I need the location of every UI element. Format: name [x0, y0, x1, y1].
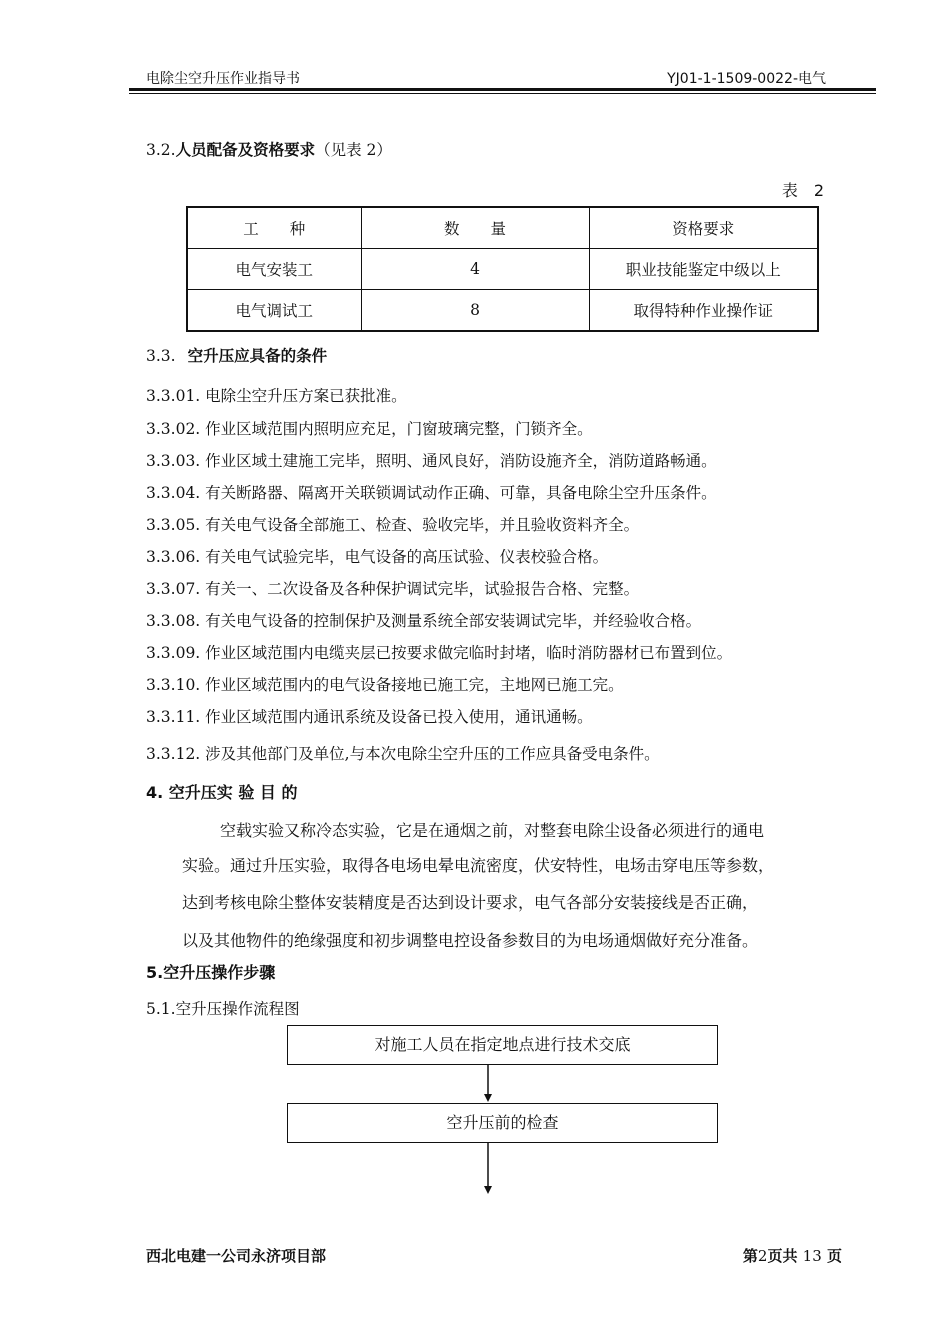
table-cell: 4 — [361, 249, 589, 290]
header-title: 电除尘空升压作业指导书 — [146, 71, 300, 87]
flow-arrow — [480, 1065, 496, 1103]
section-4-heading: 4. 空升压实 验 目 的 — [146, 783, 298, 802]
list-item — [146, 673, 624, 695]
item-text: 有关断路器、隔离开关联锁调试动作正确、可靠，具备电除尘空升压条件。 — [205, 484, 717, 502]
item-text: 作业区域范围内通讯系统及设备已投入使用，通讯通畅。 — [205, 708, 593, 726]
section-5-heading: 5.空升压操作步骤 — [146, 963, 276, 982]
table-row — [187, 290, 818, 332]
item-text: 有关电气试验完毕，电气设备的高压试验、仪表校验合格。 — [205, 548, 609, 566]
header-rule-thick — [129, 88, 876, 91]
section-3-2-heading — [146, 138, 392, 160]
item-text: 作业区域土建施工完毕，照明、通风良好，消防设施齐全，消防道路畅通。 — [205, 452, 717, 470]
section-5-1-title: 空升压操作流程图 — [175, 1000, 300, 1018]
section-3-2-title: 人员配备及资格要求 — [175, 141, 316, 159]
list-item — [146, 417, 593, 439]
page-mid: 页共 — [767, 1247, 803, 1265]
item-num: 3.3.03. — [146, 452, 201, 470]
item-num: 3.3.08. — [146, 612, 201, 630]
section-3-2-num: 3.2. — [146, 141, 176, 159]
table-header-cell: 数 量 — [361, 207, 589, 249]
list-item — [146, 545, 608, 567]
list-item — [146, 742, 660, 764]
list-item — [146, 577, 639, 599]
table-cell: 8 — [361, 290, 589, 332]
list-item — [146, 481, 717, 503]
flow-step-box: 空升压前的检查 — [287, 1103, 718, 1143]
personnel-table — [186, 206, 819, 332]
list-item — [146, 384, 407, 406]
section-3-3-num: 3.3. — [146, 347, 176, 365]
list-item — [146, 609, 701, 631]
section-5-1-num: 5.1. — [146, 1000, 176, 1018]
item-num: 3.3.02. — [146, 420, 201, 438]
section-3-3-title: 空升压应具备的条件 — [187, 347, 328, 365]
footer-org: 西北电建一公司永济项目部 — [146, 1247, 327, 1265]
paragraph-line: 实验。通过升压实验，取得各电场电晕电流密度，伏安特性，电场击穿电压等参数， — [182, 856, 775, 875]
header-doc-code: YJ01-1-1509-0022-电气 — [667, 71, 826, 87]
table-cell: 电气安装工 — [187, 249, 361, 290]
list-item — [146, 449, 717, 471]
item-text: 涉及其他部门及单位,与本次电除尘空升压的工作应具备受电条件。 — [205, 745, 660, 763]
section-5-1-heading — [146, 997, 300, 1019]
flow-arrow — [480, 1143, 496, 1195]
table-header-row — [187, 207, 818, 249]
item-num: 3.3.01. — [146, 387, 201, 405]
page-suffix: 页 — [821, 1247, 842, 1265]
item-text: 作业区域范围内的电气设备接地已施工完，主地网已施工完。 — [205, 676, 624, 694]
item-text: 电除尘空升压方案已获批准。 — [205, 387, 407, 405]
section-3-3-heading — [146, 344, 327, 366]
item-num: 3.3.12. — [146, 745, 201, 763]
item-text: 作业区域范围内电缆夹层已按要求做完临时封堵，临时消防器材已布置到位。 — [205, 644, 733, 662]
table-header-cell: 工 种 — [187, 207, 361, 249]
section-3-2-note: （见表 2） — [315, 141, 392, 159]
list-item — [146, 705, 593, 727]
paragraph-line: 空载实验又称冷态实验，它是在通烟之前，对整套电除尘设备必须进行的通电 — [220, 821, 765, 840]
item-num: 3.3.06. — [146, 548, 201, 566]
flow-step-box: 对施工人员在指定地点进行技术交底 — [287, 1025, 718, 1065]
item-text: 作业区域范围内照明应充足，门窗玻璃完整，门锁齐全。 — [205, 420, 593, 438]
table-header-cell: 资格要求 — [589, 207, 818, 249]
list-item — [146, 513, 639, 535]
item-text: 有关一、二次设备及各种保护调试完毕，试验报告合格、完整。 — [205, 580, 640, 598]
table-caption: 表 2 — [781, 181, 824, 200]
paragraph-line: 以及其他物件的绝缘强度和初步调整电控设备参数目的为电场通烟做好充分准备。 — [182, 931, 759, 950]
item-num: 3.3.11. — [146, 708, 201, 726]
list-item — [146, 641, 732, 663]
paragraph-line: 达到考核电除尘整体安装精度是否达到设计要求，电气各部分安装接线是否正确， — [182, 893, 759, 912]
header-rule-thin — [129, 93, 876, 94]
page-current: 2 — [757, 1247, 768, 1265]
item-text: 有关电气设备的控制保护及测量系统全部安装调试完毕，并经验收合格。 — [205, 612, 702, 630]
table-cell: 职业技能鉴定中级以上 — [589, 249, 818, 290]
item-num: 3.3.07. — [146, 580, 201, 598]
item-num: 3.3.05. — [146, 516, 201, 534]
table-cell: 电气调试工 — [187, 290, 361, 332]
table-cell: 取得特种作业操作证 — [589, 290, 818, 332]
item-num: 3.3.10. — [146, 676, 201, 694]
page-prefix: 第 — [742, 1247, 758, 1265]
page-total: 13 — [802, 1247, 822, 1265]
table-row — [187, 249, 818, 290]
item-num: 3.3.09. — [146, 644, 201, 662]
item-num: 3.3.04. — [146, 484, 201, 502]
footer-page-number — [743, 1245, 842, 1266]
item-text: 有关电气设备全部施工、检查、验收完毕，并且验收资料齐全。 — [205, 516, 640, 534]
